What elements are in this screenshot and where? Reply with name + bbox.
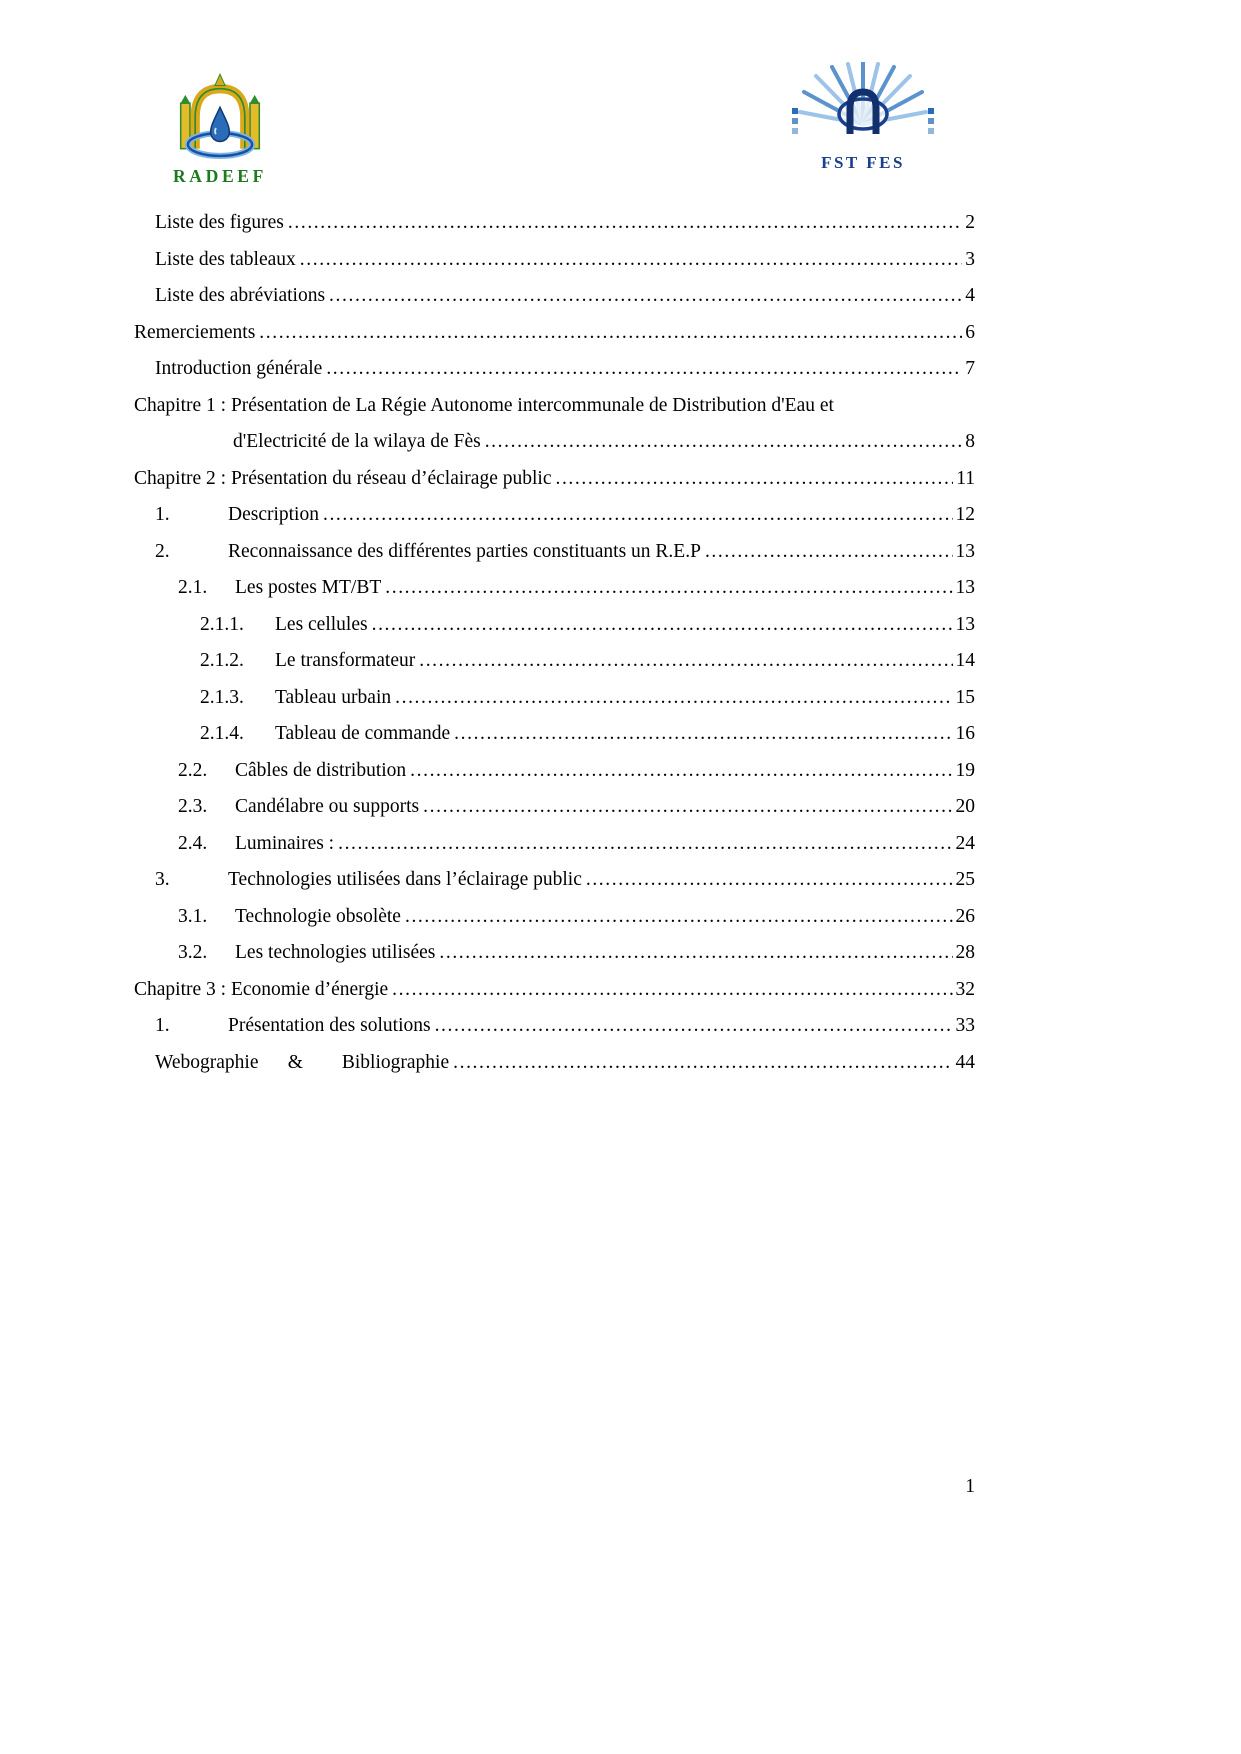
- toc-page-number: 14: [955, 650, 975, 671]
- radeef-logo-text: RADEEF: [173, 165, 267, 186]
- toc-entry-number: 2.4.: [178, 832, 208, 854]
- toc-entry: [134, 868, 975, 892]
- toc-leader-dots: [300, 248, 962, 272]
- toc-entry-number: 2.1.: [178, 577, 208, 598]
- toc-page-number: 28: [955, 942, 975, 963]
- toc-page-number: 11: [956, 467, 975, 489]
- toc-leader-dots: [555, 467, 953, 491]
- fst-fes-logo: [790, 62, 936, 174]
- toc-entry: [134, 649, 975, 673]
- toc-page-number: 12: [955, 504, 975, 525]
- toc-leader-dots: [372, 613, 953, 637]
- toc-leader-dots: [439, 941, 952, 965]
- toc-entry: [134, 941, 975, 965]
- toc-entry: [134, 905, 975, 929]
- toc-entry-label: d'Electricité de la wilaya de Fès: [233, 431, 481, 452]
- toc-leader-dots: [385, 576, 952, 600]
- toc-entry: [134, 540, 975, 564]
- radeef-drop-highlight: [215, 128, 216, 134]
- fst-fes-logo-text: FST FES: [821, 153, 905, 172]
- toc-page-number: 3: [965, 248, 975, 270]
- toc-page-number: 32: [955, 978, 975, 1000]
- toc-page-number: 26: [955, 905, 975, 927]
- toc-leader-dots: [410, 759, 952, 783]
- toc-page-number: 44: [955, 1051, 975, 1073]
- toc-page-number: 6: [965, 321, 975, 343]
- toc-entry: [134, 759, 975, 783]
- page-number: 1: [965, 1476, 975, 1497]
- radeef-water-drop-icon: [211, 107, 230, 141]
- toc-leader-dots: [705, 540, 953, 564]
- toc-leader-dots: [453, 1051, 952, 1075]
- toc-entry: [134, 722, 975, 746]
- radeef-tower-left-top: [181, 95, 190, 103]
- toc-entry: [134, 1014, 975, 1038]
- toc-entry-label: Luminaires :: [235, 832, 335, 854]
- toc-entry: [134, 467, 975, 491]
- toc-entry-label: Le transformateur: [275, 650, 416, 671]
- toc-leader-dots: [329, 284, 962, 308]
- toc-entry-label: Présentation des solutions: [228, 1015, 431, 1036]
- toc-entry-label: Chapitre 2 : Présentation du réseau d’éclairage public: [134, 467, 552, 489]
- toc-leader-dots: [454, 722, 952, 746]
- toc-page-number: 33: [955, 1015, 975, 1036]
- toc-entry: [134, 1051, 975, 1075]
- toc-leader-dots: [423, 795, 952, 819]
- toc-leader-dots: [405, 905, 953, 929]
- toc-entry: [134, 394, 975, 418]
- toc-page-number: 20: [955, 796, 975, 817]
- toc-page-number: 8: [965, 431, 975, 452]
- toc-entry-number: 1.: [155, 1015, 170, 1036]
- toc-entry-label: Câbles de distribution: [235, 759, 407, 781]
- toc-page-number: 7: [965, 358, 975, 379]
- toc-entry: [134, 248, 975, 272]
- toc-entry: [134, 795, 975, 819]
- toc-entry-label: Tableau urbain: [275, 686, 392, 708]
- toc-entry-label: Reconnaissance des différentes parties constituants un R.E.P: [228, 540, 701, 562]
- toc-leader-dots: [338, 832, 952, 856]
- toc-entry: [134, 357, 975, 381]
- toc-entry-label: Liste des abréviations: [155, 285, 326, 306]
- toc-page-number: 25: [955, 869, 975, 890]
- toc-page-number: 16: [955, 723, 975, 744]
- toc-entry-label: Technologie obsolète: [235, 905, 401, 927]
- toc-page-number: 4: [965, 285, 975, 306]
- toc-page-number: 15: [955, 686, 975, 708]
- toc-leader-dots: [435, 1014, 953, 1038]
- toc-entry-number: 2.1.1.: [200, 613, 244, 635]
- toc-leader-dots: [485, 430, 963, 454]
- table-of-contents: [134, 211, 975, 1087]
- toc-entry-number: 2.1.3.: [200, 686, 244, 708]
- radeef-logo: [166, 68, 274, 188]
- toc-entry: [134, 613, 975, 637]
- fst-fes-logo-graphic: [790, 62, 936, 174]
- toc-entry: [134, 211, 975, 235]
- toc-entry-number: 3.: [155, 869, 170, 890]
- toc-leader-dots: [392, 978, 952, 1002]
- toc-entry: [134, 430, 975, 454]
- toc-leader-dots: [395, 686, 952, 710]
- toc-entry-label: Chapitre 3 : Economie d’énergie: [134, 978, 389, 1000]
- toc-entry-label: Les technologies utilisées: [235, 942, 436, 963]
- toc-leader-dots: [586, 868, 953, 892]
- toc-page-number: 24: [955, 832, 975, 854]
- toc-page-number: 13: [955, 577, 975, 598]
- toc-entry-label: Introduction générale: [155, 358, 323, 379]
- toc-entry-label: Les postes MT/BT: [235, 577, 382, 598]
- toc-entry-label: Technologies utilisées dans l’éclairage public: [228, 869, 582, 890]
- toc-entry-label: Webographie & Bibliographie: [155, 1051, 450, 1073]
- toc-entry: [134, 503, 975, 527]
- toc-leader-dots: [419, 649, 952, 673]
- toc-entry-label: Description: [228, 504, 319, 525]
- toc-leader-dots: [259, 321, 962, 345]
- radeef-logo-graphic: [166, 68, 274, 188]
- toc-entry: [134, 321, 975, 345]
- toc-leader-dots: [326, 357, 962, 381]
- toc-entry-number: 1.: [155, 504, 170, 525]
- toc-page-number: 19: [955, 759, 975, 781]
- toc-entry-number: 2.: [155, 540, 170, 562]
- toc-entry: [134, 284, 975, 308]
- toc-leader-dots: [288, 211, 962, 235]
- toc-leader-dots: [323, 503, 953, 527]
- toc-entry-number: 2.1.2.: [200, 650, 244, 671]
- toc-entry-number: 2.1.4.: [200, 723, 244, 744]
- toc-entry-number: 2.2.: [178, 759, 208, 781]
- toc-entry-label: Chapitre 1 : Présentation de La Régie Autonome intercommunale de Distribution d'Eau et: [134, 394, 834, 416]
- toc-page-number: 13: [955, 540, 975, 562]
- toc-entry-label: Tableau de commande: [275, 723, 451, 744]
- toc-entry: [134, 832, 975, 856]
- radeef-finial: [215, 74, 225, 85]
- toc-entry-number: 2.3.: [178, 796, 208, 817]
- fst-emblem-halo: [837, 97, 889, 131]
- radeef-tower-right-top: [250, 95, 259, 103]
- toc-entry-number: 3.2.: [178, 942, 208, 963]
- toc-entry: [134, 576, 975, 600]
- toc-entry-number: 3.1.: [178, 905, 208, 927]
- toc-entry-label: Candélabre ou supports: [235, 796, 420, 817]
- toc-entry-label: Les cellules: [275, 613, 368, 635]
- toc-page-number: 2: [965, 212, 975, 233]
- toc-entry-label: Remerciements: [134, 321, 256, 343]
- toc-page-number: 13: [955, 613, 975, 635]
- toc-entry-label: Liste des tableaux: [155, 248, 296, 270]
- toc-entry: [134, 686, 975, 710]
- toc-entry-label: Liste des figures: [155, 212, 284, 233]
- toc-entry: [134, 978, 975, 1002]
